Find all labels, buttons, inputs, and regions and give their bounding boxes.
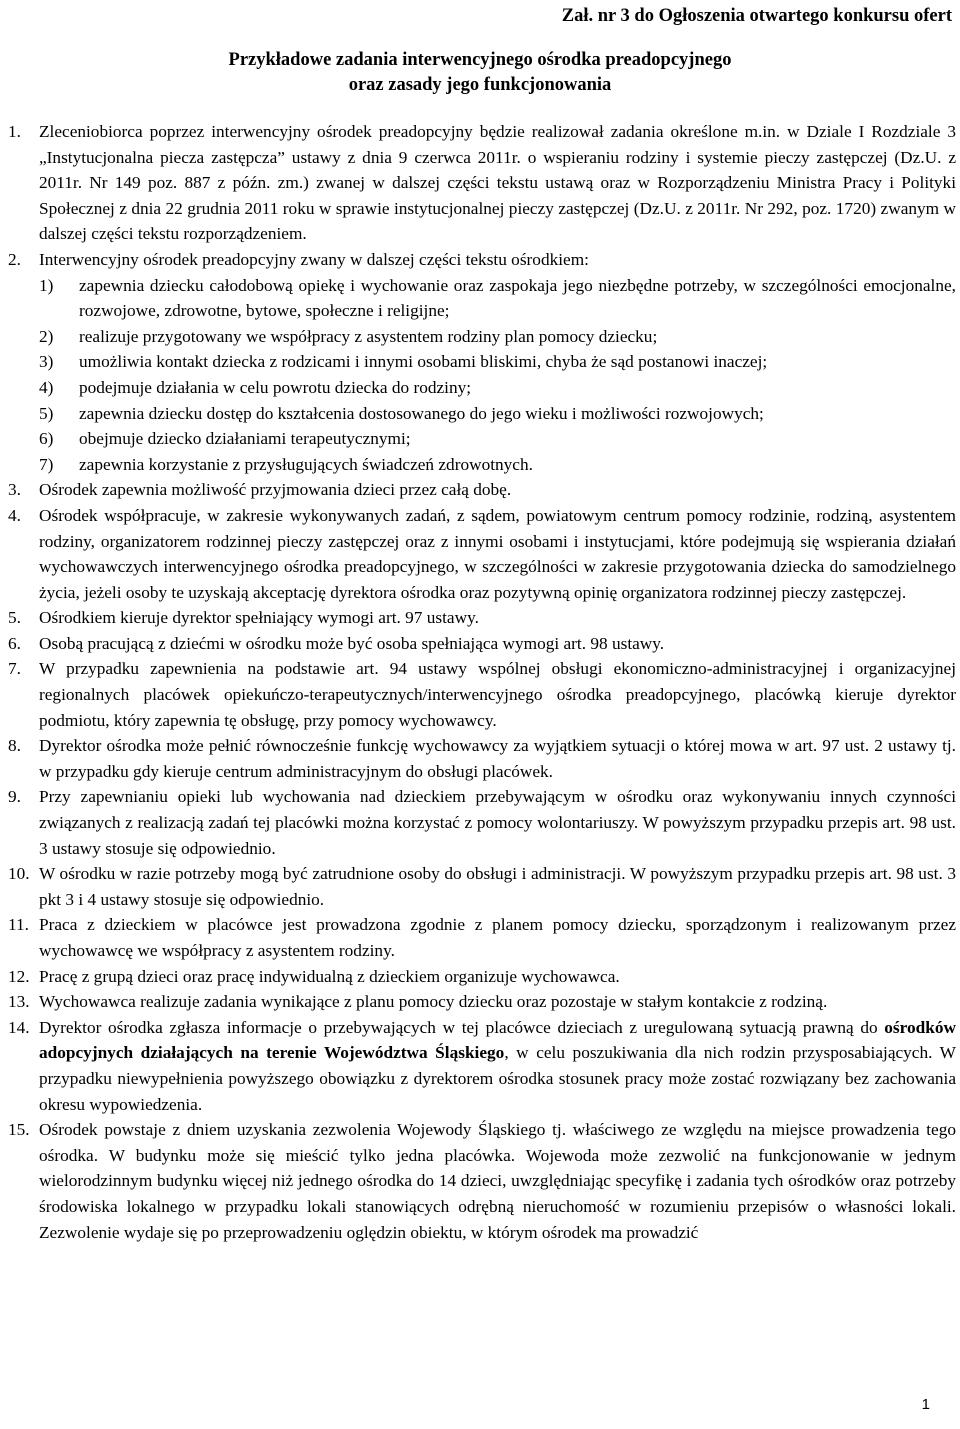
item-number: 4. bbox=[8, 505, 21, 525]
list-item-7 bbox=[8, 656, 956, 733]
item-text: Zleceniobiorca poprzez interwencyjny ośrodek preadopcyjny będzie realizował zadania określone m.in. w Dziale I Rozdziale 3 „Instytucjonalna piecza zastępcza” ustawy z dnia 9 czerwca 2011r. o wspieraniu rodziny i systemie pieczy zastępczej (Dz.U. z 2011r. Nr 149 poz. 887 z późn. zm.) zwanej w dalszej części tekstu ustawą oraz w Rozporządzeniu Ministra Pracy i Polityki Społecznej z dnia 22 grudnia 2011 roku w sprawie instytucjonalnej pieczy zastępczej (Dz.U. z 2011r. Nr 292, poz. 1720) zwanym w dalszej części tekstu rozporządzeniem. bbox=[39, 122, 956, 244]
sub-item-number: 5) bbox=[39, 403, 54, 423]
item-text bbox=[39, 1015, 956, 1117]
item-number: 14. bbox=[8, 1017, 30, 1037]
item-number: 12. bbox=[8, 966, 30, 986]
sub-item-text: obejmuje dziecko działaniami terapeutycznymi; bbox=[79, 429, 411, 449]
item-text: W przypadku zapewnienia na podstawie art. 94 ustawy wspólnej obsługi ekonomiczno-administracyjnej i organizacyjnej regionalnych placówek opiekuńczo-terapeutycznych/interwencyjnego ośrodka preadopcyjnego, placówką kieruje dyrektor podmiotu, który zapewnia tę obsługę, przy pomocy wychowawcy. bbox=[39, 659, 956, 730]
sub-item-2 bbox=[39, 324, 956, 350]
item-text: Ośrodek powstaje z dniem uzyskania zezwolenia Wojewody Śląskiego tj. właściwego ze względu na miejsce prowadzenia tego ośrodka. W budynku może się mieścić tylko jedna placówka. Wojewoda może zezwolić na funkcjonowanie w jednym wielorodzinnym budynku więcej niż jednego ośrodka do 14 dzieci, uwzględniając specyfikę i zadania tych ośrodków oraz potrzeby środowiska lokalnego w przypadku lokali stanowiących odrębną nieruchomość w rozumieniu przepisów o własności lokali. Zezwolenie wydaje się po przeprowadzeniu oględzin obiektu, w którym ośrodek ma prowadzić bbox=[39, 1120, 956, 1242]
item-number: 8. bbox=[8, 736, 21, 756]
sub-item-text: umożliwia kontakt dziecka z rodzicami i innymi osobami bliskimi, chyba że sąd postanowi inaczej; bbox=[79, 352, 768, 372]
item-number: 5. bbox=[8, 608, 21, 628]
item-number: 15. bbox=[8, 1120, 30, 1140]
list-item-6 bbox=[8, 631, 956, 657]
list-item-8 bbox=[8, 733, 956, 784]
item-text: Osobą pracującą z dziećmi w ośrodku może być osoba spełniająca wymogi art. 98 ustawy. bbox=[39, 633, 665, 653]
list-item-15 bbox=[8, 1117, 956, 1245]
sub-item-number: 6) bbox=[39, 429, 54, 449]
list-item-13 bbox=[8, 989, 956, 1015]
list-item-3 bbox=[8, 477, 956, 503]
item-number: 3. bbox=[8, 480, 21, 500]
item-text: Wychowawca realizuje zadania wynikające z planu pomocy dziecku oraz pozostaje w stałym kontakcie z rodziną. bbox=[39, 992, 828, 1012]
item-text: Ośrodek zapewnia możliwość przyjmowania dzieci przez całą dobę. bbox=[39, 480, 512, 500]
item-number: 2. bbox=[8, 249, 21, 269]
sub-item-7 bbox=[39, 452, 956, 478]
sub-item-text: podejmuje działania w celu powrotu dziecka do rodziny; bbox=[79, 377, 472, 397]
item-text: Interwencyjny ośrodek preadopcyjny zwany w dalszej części tekstu ośrodkiem: bbox=[39, 249, 589, 269]
item-text: Ośrodek współpracuje, w zakresie wykonywanych zadań, z sądem, powiatowym centrum pomocy rodzinie, rodziną, asystentem rodziny, organizatorem rodzinnej pieczy zastępczej oraz z innymi osobami i instytucjami, które podejmują się wspierania działań wychowawczych interwencyjnego ośrodka preadopcyjnego, w szczególności w zakresie przygotowania dziecka do samodzielnego życia, jeżeli osoby te uzyskają akceptację dyrektora ośrodka oraz pozytywną opinię organizatora rodzinnej pieczy zastępczej. bbox=[39, 505, 956, 602]
sub-item-number: 3) bbox=[39, 352, 54, 372]
item-number: 13. bbox=[8, 992, 30, 1012]
list-item-1 bbox=[8, 119, 956, 247]
title-line-2: oraz zasady jego funkcjonowania bbox=[348, 75, 612, 95]
list-item-11 bbox=[8, 912, 956, 963]
list-item-2 bbox=[8, 247, 956, 477]
item-number: 6. bbox=[8, 633, 21, 653]
sub-item-text: zapewnia dziecku dostęp do kształcenia dostosowanego do jego wieku i możliwości rozwojowych; bbox=[79, 403, 764, 423]
list-item-12 bbox=[8, 964, 956, 990]
list-item-9 bbox=[8, 784, 956, 861]
item-text: Ośrodkiem kieruje dyrektor spełniający wymogi art. 97 ustawy. bbox=[39, 608, 479, 628]
sub-item-number: 2) bbox=[39, 326, 54, 346]
item-text-before: Dyrektor ośrodka zgłasza informacje o przebywających w tej placówce dzieciach z uregulowaną sytuacją prawną do bbox=[39, 1017, 885, 1037]
title-line-1: Przykładowe zadania interwencyjnego ośrodka preadopcyjnego bbox=[228, 50, 732, 70]
list-item-4 bbox=[8, 503, 956, 605]
sub-item-4 bbox=[39, 375, 956, 401]
annex-header: Zał. nr 3 do Ogłoszenia otwartego konkursu ofert bbox=[561, 6, 952, 26]
list-item-5 bbox=[8, 605, 956, 631]
sub-item-number: 7) bbox=[39, 454, 54, 474]
item-number: 7. bbox=[8, 659, 21, 679]
item-text-bold: ośrodków adopcyjnych działających na terenie Województwa Śląskiego bbox=[39, 1017, 956, 1063]
sub-item-text: realizuje przygotowany we współpracy z asystentem rodziny plan pomocy dziecku; bbox=[79, 326, 658, 346]
item-text: W ośrodku w razie potrzeby mogą być zatrudnione osoby do obsługi i administracji. W powyższym przypadku przepis art. 98 ust. 3 pkt 3 i 4 ustawy stosuje się odpowiednio. bbox=[39, 864, 956, 909]
sub-item-number: 4) bbox=[39, 377, 54, 397]
item-text: Dyrektor ośrodka może pełnić równocześnie funkcję wychowawcy za wyjątkiem sytuacji o której mowa w art. 97 ust. 2 ustawy tj. w przypadku gdy kieruje centrum administracyjnym do obsługi placówek. bbox=[39, 736, 956, 781]
sub-item-5 bbox=[39, 401, 956, 427]
sub-item-1 bbox=[39, 273, 956, 324]
item-text: Przy zapewnianiu opieki lub wychowania nad dzieckiem przebywającym w ośrodku oraz wykonywaniu innych czynności związanych z realizacją zadań tej placówki można korzystać z pomocy wolontariuszy. W powyższym przypadku przepis art. 98 ust. 3 ustawy stosuje się odpowiednio. bbox=[39, 787, 956, 858]
item-number: 9. bbox=[8, 787, 21, 807]
sub-item-3 bbox=[39, 349, 956, 375]
document-body bbox=[8, 119, 956, 1245]
list-item-14 bbox=[8, 1015, 956, 1117]
sub-item-6 bbox=[39, 426, 956, 452]
list-item-10 bbox=[8, 861, 956, 912]
item-number: 11. bbox=[8, 915, 29, 935]
item-text-after: , w celu poszukiwania dla nich rodzin przysposabiających. W przypadku niewypełnienia powyższego obowiązku z dyrektorem ośrodka stosunek pracy może zostać rozwiązany bez zachowania okresu wypowiedzenia. bbox=[39, 1043, 956, 1114]
sub-item-number: 1) bbox=[39, 275, 54, 295]
sub-item-text: zapewnia dziecku całodobową opiekę i wychowanie oraz zaspokaja jego niezbędne potrzeby, w szczególności emocjonalne, rozwojowe, zdrowotne, bytowe, społeczne i religijne; bbox=[79, 275, 956, 321]
item-number: 10. bbox=[8, 864, 30, 884]
item-text: Pracę z grupą dzieci oraz pracę indywidualną z dzieckiem organizuje wychowawca. bbox=[39, 966, 620, 986]
item-text: Praca z dzieckiem w placówce jest prowadzona zgodnie z planem pomocy dziecku, sporządzonym i realizowanym przez wychowawcę we współpracy z asystentem rodziny. bbox=[39, 915, 956, 960]
sub-item-text: zapewnia korzystanie z przysługujących świadczeń zdrowotnych. bbox=[79, 454, 533, 474]
item-number: 1. bbox=[8, 122, 21, 141]
page-number: 1 bbox=[921, 1396, 930, 1413]
document-title bbox=[0, 48, 960, 98]
